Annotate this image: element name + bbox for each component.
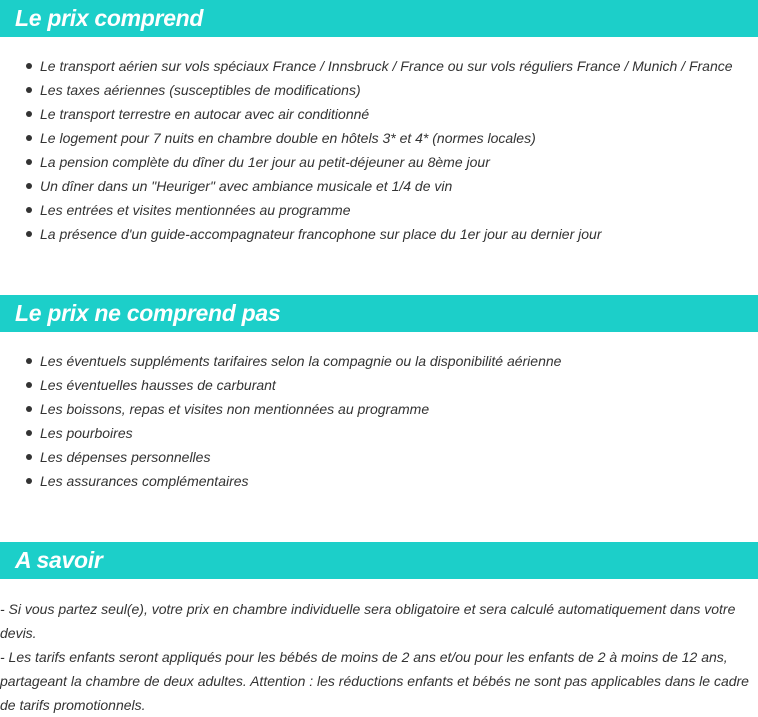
bullet-icon — [26, 358, 32, 364]
list-item-text: Un dîner dans un "Heuriger" avec ambiance musicale et 1/4 de vin — [40, 178, 453, 194]
list-item — [0, 150, 758, 174]
list-item-text: Les éventuels suppléments tarifaires selon la compagnie ou la disponibilité aérienne — [40, 353, 562, 369]
list-item-text: Le transport aérien sur vols spéciaux France / Innsbruck / France ou sur vols réguliers France / Munich / France — [40, 58, 733, 74]
list-item — [0, 54, 758, 78]
section-header-included: Le prix comprend — [0, 0, 758, 37]
list-item — [0, 174, 758, 198]
list-item — [0, 469, 758, 493]
excluded-list — [0, 349, 758, 493]
section-header-info: A savoir — [0, 542, 758, 579]
info-paragraph-single-room: - Si vous partez seul(e), votre prix en chambre individuelle sera obligatoire et sera calculé automatiquement dans votre devis. — [0, 601, 736, 641]
list-item — [0, 126, 758, 150]
bullet-icon — [26, 406, 32, 412]
list-item-text: Le transport terrestre en autocar avec air conditionné — [40, 106, 370, 122]
bullet-icon — [26, 207, 32, 213]
bullet-icon — [26, 111, 32, 117]
list-item-text: Les taxes aériennes (susceptibles de modifications) — [40, 82, 361, 98]
bullet-icon — [26, 87, 32, 93]
list-item — [0, 445, 758, 469]
info-text-block — [0, 597, 755, 717]
bullet-icon — [26, 63, 32, 69]
bullet-icon — [26, 183, 32, 189]
list-item — [0, 421, 758, 445]
list-item-text: La présence d'un guide-accompagnateur francophone sur place du 1er jour au dernier jour — [40, 226, 602, 242]
info-paragraph-child-rates: - Les tarifs enfants seront appliqués pour les bébés de moins de 2 ans et/ou pour les enfants de 2 à moins de 12 ans, partageant la chambre de deux adultes. Attention : les réductions enfants et bébés ne sont pas applicables dans le cadre de tarifs promotionnels. — [0, 649, 749, 713]
list-item — [0, 373, 758, 397]
list-item-text: Les pourboires — [40, 425, 133, 441]
bullet-icon — [26, 454, 32, 460]
list-item — [0, 78, 758, 102]
bullet-icon — [26, 231, 32, 237]
list-item — [0, 222, 758, 246]
list-item — [0, 397, 758, 421]
list-item-text: Les boissons, repas et visites non mentionnées au programme — [40, 401, 430, 417]
bullet-icon — [26, 430, 32, 436]
list-item-text: Les assurances complémentaires — [40, 473, 249, 489]
list-item — [0, 349, 758, 373]
list-item-text: Les éventuelles hausses de carburant — [40, 377, 276, 393]
list-item-text: La pension complète du dîner du 1er jour au petit-déjeuner au 8ème jour — [40, 154, 490, 170]
list-item — [0, 102, 758, 126]
list-item — [0, 198, 758, 222]
bullet-icon — [26, 135, 32, 141]
bullet-icon — [26, 159, 32, 165]
list-item-text: Les dépenses personnelles — [40, 449, 211, 465]
section-header-excluded: Le prix ne comprend pas — [0, 295, 758, 332]
list-item-text: Les entrées et visites mentionnées au programme — [40, 202, 351, 218]
included-list — [0, 54, 758, 246]
list-item-text: Le logement pour 7 nuits en chambre double en hôtels 3* et 4* (normes locales) — [40, 130, 536, 146]
bullet-icon — [26, 478, 32, 484]
bullet-icon — [26, 382, 32, 388]
